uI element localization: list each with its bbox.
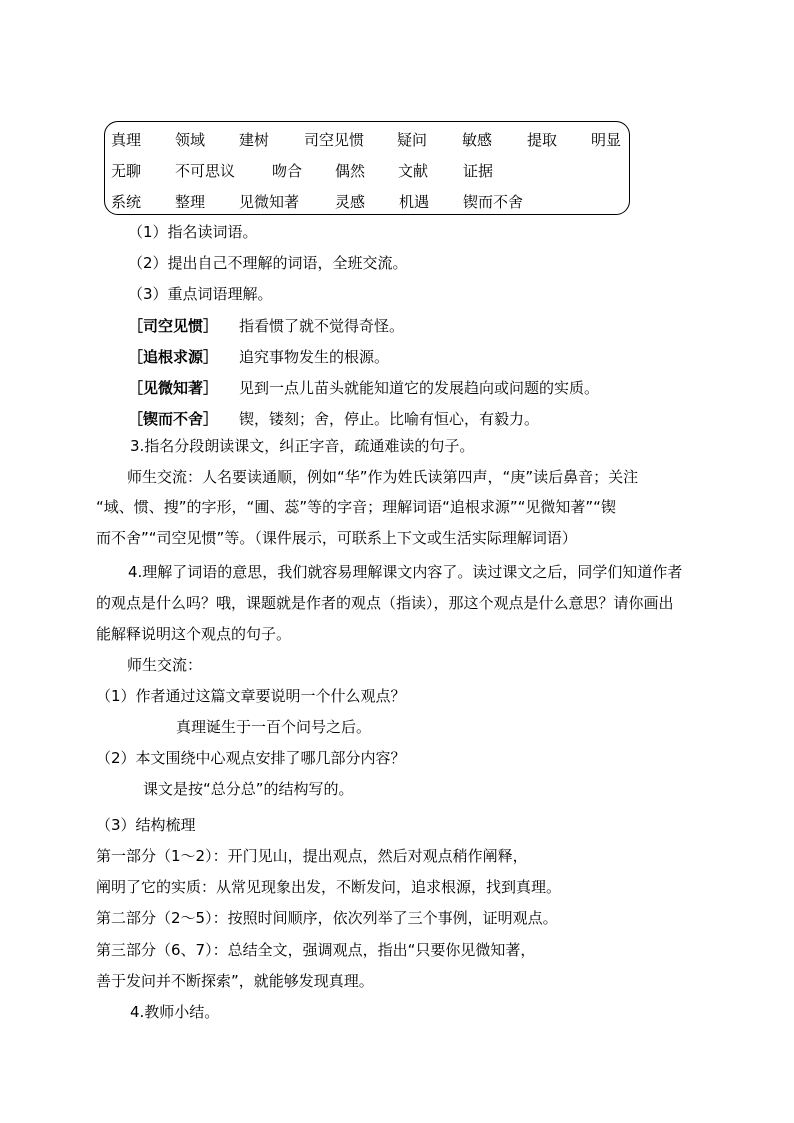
word: 真理	[111, 131, 142, 149]
word: 建树	[239, 131, 270, 149]
word: 疑问	[397, 131, 428, 149]
word: 证据	[463, 162, 494, 180]
exchange-line-2: “域、惯、搜”的字形，“圃、蕊”等的字音；理解词语“追根求源”“见微知著”“锲	[96, 498, 616, 516]
word: 明显	[591, 131, 622, 149]
question-1: （1）作者通过这篇文章要说明一个什么观点？	[96, 687, 406, 705]
term-label: ［司空见惯］	[128, 317, 219, 335]
exchange-line-1: 师生交流：人名要读通顺，例如“华”作为姓氏读第四声，“庚”读后鼻音；关注	[127, 468, 639, 486]
structure-line-2: 阐明了它的实质：从常见现象出发，不断发问，追求根源，找到真理。	[96, 878, 562, 896]
vocabulary-box	[104, 121, 630, 215]
word: 灵感	[335, 193, 366, 211]
word: 机遇	[399, 193, 430, 211]
exchange-label: 师生交流：	[127, 656, 203, 674]
step-3: （3）重点词语理解。	[128, 285, 273, 303]
paragraph-4-line-2: 的观点是什么吗？哦，课题就是作者的观点（指读），那这个观点是什么意思？请你画出	[96, 594, 674, 612]
word: 不可思议	[175, 162, 236, 180]
question-3: （3）结构梳理	[96, 816, 196, 834]
step-1: （1）指名读词语。	[128, 223, 258, 241]
term-label: ［见微知著］	[128, 379, 219, 397]
structure-line-5: 善于发问并不断探索”，就能够发现真理。	[96, 972, 374, 990]
paragraph-4-line-1: 4.理解了词语的意思，我们就容易理解课文内容了。读过课文之后，同学们知道作者	[128, 563, 683, 581]
term-definition: 见到一点儿苗头就能知道它的发展趋向或问题的实质。	[239, 379, 600, 397]
word: 整理	[175, 193, 206, 211]
question-2: （2）本文围绕中心观点安排了哪几部分内容？	[96, 749, 406, 767]
word: 见微知著	[239, 193, 300, 211]
structure-line-3: 第二部分（2～5）：按照时间顺序，依次列举了三个事例，证明观点。	[96, 909, 558, 927]
term-label: ［锲而不舍］	[128, 410, 219, 428]
structure-line-1: 第一部分（1～2）：开门见山，提出观点，然后对观点稍作阐释，	[96, 847, 528, 865]
step-2: （2）提出自己不理解的词语，全班交流。	[128, 254, 408, 272]
word: 司空见惯	[304, 131, 365, 149]
answer-1: 真理诞生于一百个问号之后。	[176, 718, 372, 736]
term-label: ［追根求源］	[128, 348, 219, 366]
word: 吻合	[272, 162, 303, 180]
word: 系统	[111, 193, 142, 211]
paragraph-3: 3.指名分段朗读课文，纠正字音，疏通难读的句子。	[130, 437, 475, 455]
teacher-summary: 4.教师小结。	[130, 1003, 220, 1021]
word: 无聊	[111, 162, 142, 180]
answer-2: 课文是按“总分总”的结构写的。	[143, 780, 354, 798]
word: 文献	[398, 162, 429, 180]
word: 领域	[175, 131, 206, 149]
word: 锲而不舍	[463, 193, 524, 211]
structure-line-4: 第三部分（6、7）：总结全文，强调观点，指出“只要你见微知著，	[96, 941, 536, 959]
word: 敏感	[462, 131, 493, 149]
word: 提取	[527, 131, 558, 149]
term-definition: 锲，镂刻；舍，停止。比喻有恒心，有毅力。	[239, 410, 540, 428]
exchange-line-3: 而不舍”“司空见惯”等。（课件展示，可联系上下文或生活实际理解词语）	[96, 529, 577, 547]
word: 偶然	[335, 162, 366, 180]
paragraph-4-line-3: 能解释说明这个观点的句子。	[96, 625, 292, 643]
term-definition: 指看惯了就不觉得奇怪。	[239, 317, 405, 335]
term-definition: 追究事物发生的根源。	[239, 348, 390, 366]
